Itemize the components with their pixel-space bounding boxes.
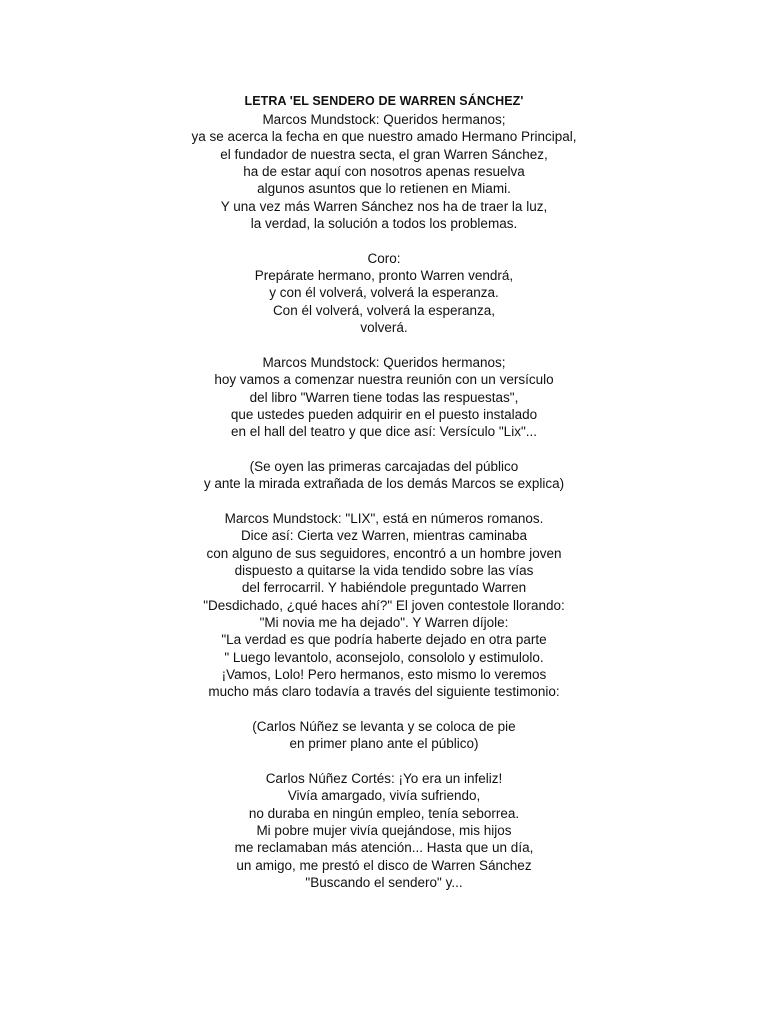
paragraph-stage-note-2: [0, 718, 768, 753]
text-line: el fundador de nuestra secta, el gran Warren Sánchez,: [220, 146, 548, 162]
text-line: en el hall del teatro y que dice así: Versículo "Lix"...: [230, 424, 537, 440]
paragraph-gap: [0, 336, 768, 353]
text-line: Marcos Mundstock: Queridos hermanos;: [262, 354, 506, 370]
paragraph-chorus: [0, 250, 768, 337]
paragraph-gap: [0, 232, 768, 249]
text-line: mucho más claro todavía a través del siguiente testimonio:: [208, 684, 560, 700]
paragraph-versicle: [0, 354, 768, 441]
text-line: (Carlos Núñez se levanta y se coloca de pie: [252, 719, 516, 735]
text-line: en primer plano ante el público): [289, 736, 479, 752]
text-line: hoy vamos a comenzar nuestra reunión con un versículo: [214, 372, 554, 388]
text-line: me reclamaban más atención... Hasta que un día,: [234, 840, 534, 856]
text-line: Dice así: Cierta vez Warren, mientras caminaba: [240, 528, 528, 544]
paragraph-gap: [0, 701, 768, 718]
text-line: Con él volverá, volverá la esperanza,: [272, 302, 496, 318]
text-line: (Se oyen las primeras carcajadas del público: [249, 458, 519, 474]
text-line: ha de estar aquí con nosotros apenas resuelva: [243, 164, 525, 180]
text-line: "Buscando el sendero" y...: [305, 875, 463, 891]
text-line: y con él volverá, volverá la esperanza.: [269, 285, 499, 301]
document-page: [0, 93, 768, 891]
text-line: un amigo, me prestó el disco de Warren Sánchez: [236, 857, 532, 873]
text-line: Marcos Mundstock: Queridos hermanos;: [262, 112, 506, 127]
text-line: Vivía amargado, vivía sufriendo,: [287, 788, 481, 804]
text-line: Y una vez más Warren Sánchez nos ha de traer la luz,: [220, 198, 548, 214]
text-line: del libro "Warren tiene todas las respuestas",: [249, 389, 519, 405]
paragraph-testimony: [0, 770, 768, 891]
text-line: Coro:: [367, 250, 401, 266]
text-line: volverá.: [360, 320, 408, 336]
text-line: no duraba en ningún empleo, tenía seborrea.: [248, 805, 520, 821]
text-line: "La verdad es que podría haberte dejado en otra parte: [221, 632, 547, 648]
paragraph-gap: [0, 441, 768, 458]
document-title: LETRA 'EL SENDERO DE WARREN SÁNCHEZ': [244, 94, 524, 108]
text-line: dispuesto a quitarse la vida tendido sobre las vías: [234, 562, 534, 578]
text-line: la verdad, la solución a todos los problemas.: [250, 216, 518, 232]
text-line: que ustedes pueden adquirir en el puesto instalado: [230, 406, 538, 422]
paragraph-lix: [0, 510, 768, 701]
paragraph-stage-note-1: [0, 458, 768, 493]
text-line: algunos asuntos que lo retienen en Miami.: [257, 181, 511, 197]
text-line: ya se acerca la fecha en que nuestro amado Hermano Principal,: [191, 129, 577, 145]
paragraph-intro: [0, 111, 768, 232]
text-line: "Mi novia me ha dejado". Y Warren díjole:: [259, 614, 509, 630]
text-line: Prepárate hermano, pronto Warren vendrá,: [254, 268, 514, 284]
text-line: Carlos Núñez Cortés: ¡Yo era un infeliz!: [265, 771, 503, 787]
paragraph-gap: [0, 493, 768, 510]
text-line: del ferrocarril. Y habiéndole preguntado Warren: [241, 580, 527, 596]
text-line: Mi pobre mujer vivía quejándose, mis hijos: [256, 823, 512, 839]
paragraph-gap: [0, 753, 768, 770]
text-line: " Luego levantolo, aconsejolo, consololo y estimulolo.: [224, 649, 544, 665]
text-line: ¡Vamos, Lolo! Pero hermanos, esto mismo lo veremos: [221, 667, 547, 682]
text-line: con alguno de sus seguidores, encontró a un hombre joven: [206, 545, 562, 561]
text-line: "Desdichado, ¿qué haces ahí?" El joven contestole llorando:: [203, 597, 565, 613]
text-line: y ante la mirada extrañada de los demás Marcos se explica): [203, 476, 565, 492]
text-line: Marcos Mundstock: "LIX", está en números romanos.: [224, 510, 544, 526]
